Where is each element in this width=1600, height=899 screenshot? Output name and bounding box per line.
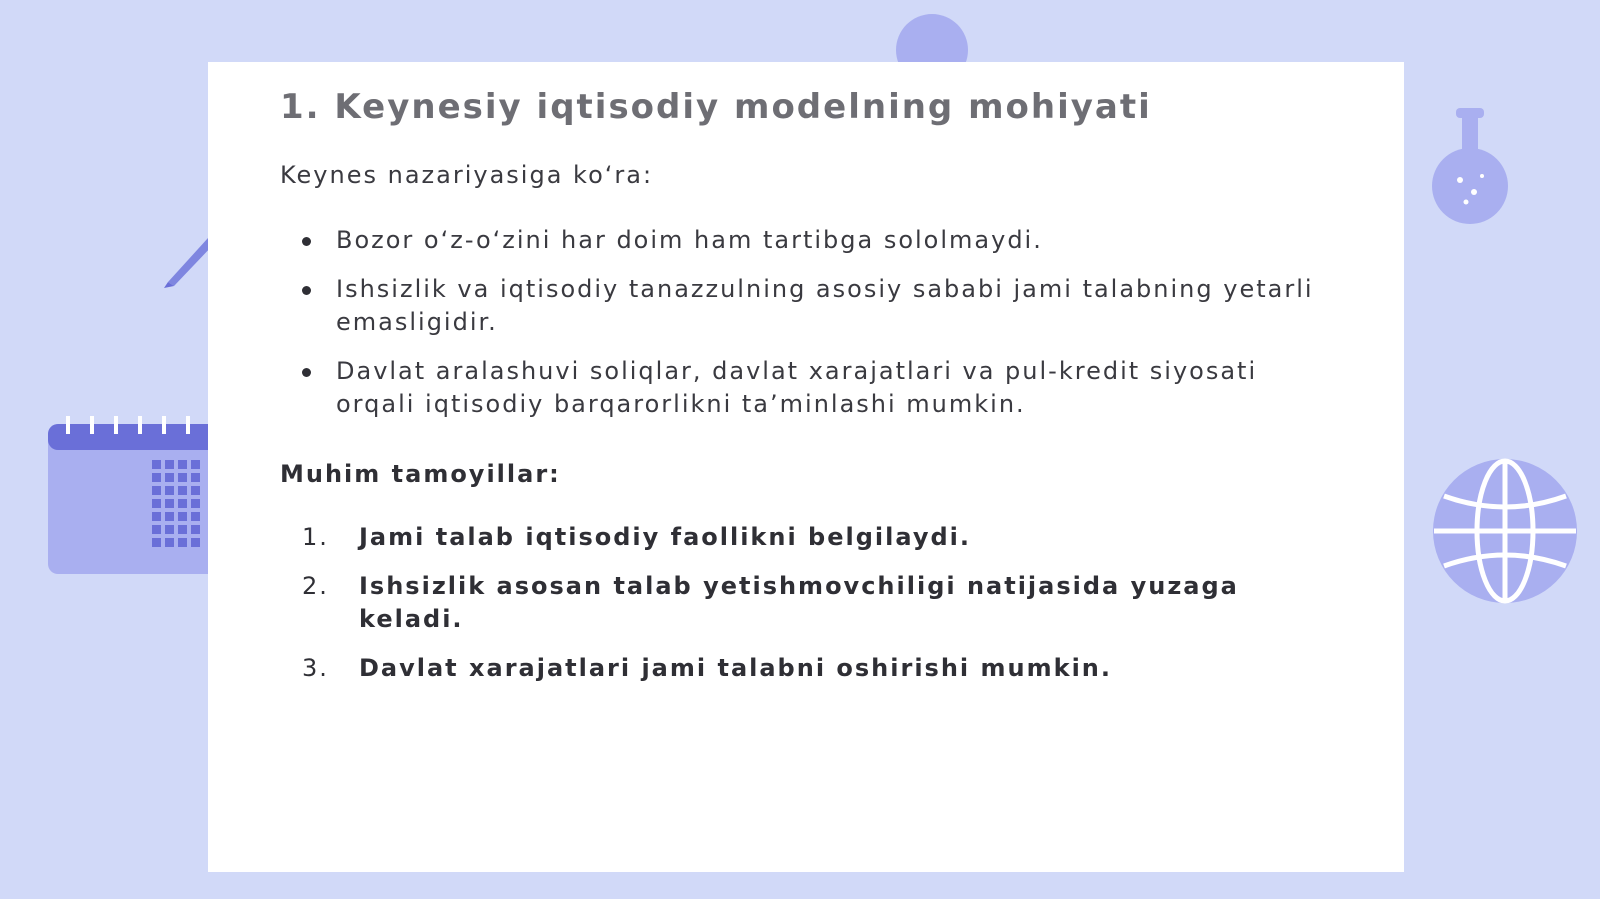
principle-item <box>280 652 1239 685</box>
bullet-item <box>280 355 1332 421</box>
bullet-dot-icon <box>302 286 311 295</box>
bullet-text: Ishsizlik va iqtisodiy tanazzulning asosiy sababi jami talabning yetarli emasligidir. <box>336 275 1314 336</box>
intro-text: Keynes nazariyasiga ko‘ra: <box>280 161 654 189</box>
globe-icon <box>1430 456 1580 606</box>
flask-icon <box>1430 108 1530 228</box>
principle-item <box>280 570 1239 636</box>
bullet-item <box>280 224 1332 257</box>
slide-title: 1. Keynesiy iqtisodiy modelning mohiyati <box>280 87 1152 127</box>
principles-heading: Muhim tamoyillar: <box>280 460 561 488</box>
bullet-text: Bozor o‘z-o‘zini har doim ham tartibga sololmaydi. <box>336 226 1043 254</box>
principle-text: Jami talab iqtisodiy faollikni belgilaydi. <box>359 523 971 551</box>
content-card <box>208 62 1404 872</box>
principle-number: 2. <box>302 572 329 600</box>
principle-item <box>280 521 1239 554</box>
bullet-text: Davlat aralashuvi soliqlar, davlat xarajatlari va pul-kredit siyosati orqali iqtisodiy barqarorlikni ta’minlashi mumkin. <box>336 357 1258 418</box>
bullet-dot-icon <box>302 237 311 246</box>
principle-text: Davlat xarajatlari jami talabni oshirishi mumkin. <box>359 654 1112 682</box>
calendar-icon <box>46 416 226 576</box>
principles-list <box>280 521 1332 685</box>
principle-number: 1. <box>302 523 329 551</box>
bullet-dot-icon <box>302 368 311 377</box>
bullet-item <box>280 273 1332 339</box>
principle-text: Ishsizlik asosan talab yetishmovchiligi natijasida yuzaga keladi. <box>359 572 1239 633</box>
principle-number: 3. <box>302 654 329 682</box>
bullet-list <box>280 224 1332 421</box>
